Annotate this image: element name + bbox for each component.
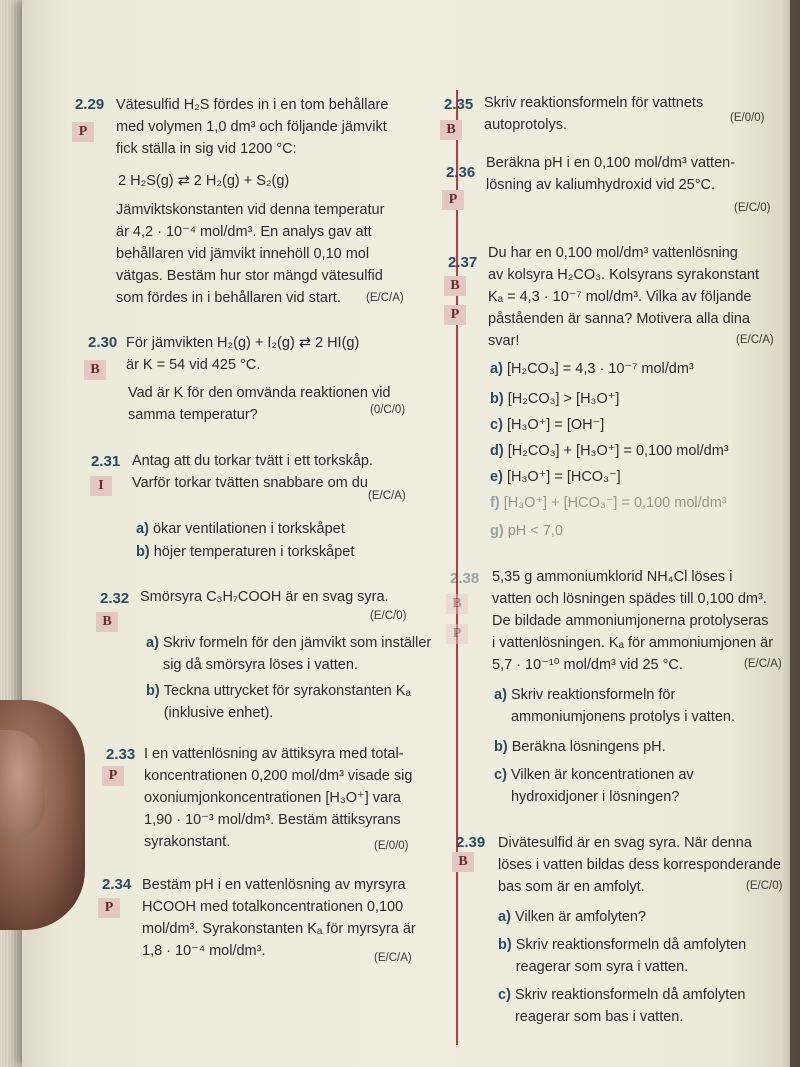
problem-text: Divätesulfid är en svag syra. När denna löses i vatten bildas dess korresponderande bas som är en amfolyt. [498, 835, 781, 895]
problem-text: Beräkna pH i en 0,100 mol/dm³ vatten- lösning av kaliumhydroxid vid 25°C. [486, 155, 736, 193]
problem-number: 2.34 [102, 876, 132, 893]
equation: 2 H₂S(g) ⇄ 2 H₂(g) + S₂(g) [118, 173, 290, 189]
page-shadow [782, 0, 800, 1067]
difficulty-tag: (E/C/A) [744, 658, 782, 670]
problem-number: 2.38 [450, 570, 480, 587]
problem-text: För jämvikten H₂(g) + I₂(g) ⇄ 2 HI(g) är K = 54 vid 425 °C. [126, 335, 360, 373]
statement-c: c) [H₃O⁺] = [OH⁻] [490, 417, 605, 433]
level-badge-p: P [442, 190, 464, 210]
problem-number: 2.33 [106, 746, 136, 763]
level-badge-b: B [84, 360, 106, 380]
problem-number: 2.39 [456, 834, 486, 851]
sub-question-b: b) Teckna uttrycket för syrakonstanten Kₐ (inklusive enhet). [146, 683, 411, 721]
problem-number: 2.36 [446, 164, 476, 181]
difficulty-tag: (E/C/A) [736, 334, 774, 346]
difficulty-tag: (E/C/0) [370, 610, 407, 622]
sub-question-a: a) ökar ventilationen i torkskåpet [136, 521, 345, 537]
problem-text: Antag att du torkar tvätt i ett torkskåp. Varför torkar tvätten snabbare om du [132, 453, 373, 491]
statement-e: e) [H₃O⁺] = [HCO₃⁻] [490, 469, 621, 485]
statement-b: b) [H₂CO₃] > [H₃O⁺] [490, 391, 620, 407]
problem-text: 5,35 g ammoniumklorid NH₄Cl löses i vatten och lösningen spädes till 0,100 dm³. De bildade ammoniumjonerna protolyseras i vattenlösningen. Kₐ för ammoniumjonen är 5,7 · 10⁻¹⁰ mol/dm³ vid 25 °C. [492, 569, 774, 673]
problem-text-2: Vad är K för den omvända reaktionen vid samma temperatur? [128, 385, 391, 423]
problem-text: Skriv reaktionsformeln för vattnets autoprotolys. [484, 95, 704, 133]
sub-question-c: c) Vilken är koncentrationen av hydroxidjoner i lösningen? [494, 767, 694, 805]
level-badge-b: B [440, 120, 462, 140]
thumbnail [0, 730, 45, 840]
level-badge-b: B [452, 852, 474, 872]
problem-text: I en vattenlösning av ättiksyra med total- koncentrationen 0,200 mol/dm³ visade sig oxoniumjonkoncentrationen [H₃O⁺] vara 1,90 · 10⁻³ mol/dm³. Bestäm ättiksyrans syrakonstant. [144, 746, 413, 850]
level-badge-p: P [444, 305, 466, 325]
column-divider [456, 90, 458, 1045]
level-badge-b: B [96, 612, 118, 632]
difficulty-tag: (E/C/A) [374, 952, 412, 964]
difficulty-tag: (0/C/0) [370, 404, 406, 416]
statement-a: a) [H₂CO₃] = 4,3 · 10⁻⁷ mol/dm³ [490, 361, 694, 377]
textbook-page [22, 0, 790, 1067]
level-badge-b: B [446, 594, 468, 614]
problem-number: 2.31 [91, 453, 121, 470]
statement-d: d) [H₂CO₃] + [H₃O⁺] = 0,100 mol/dm³ [490, 443, 729, 459]
difficulty-tag: (E/C/0) [734, 202, 771, 214]
sub-question-b: b) Beräkna lösningens pH. [494, 739, 666, 755]
level-badge-i: I [90, 476, 112, 496]
sub-question-a: a) Vilken är amfolyten? [498, 909, 647, 925]
difficulty-tag: (E/C/A) [366, 292, 404, 304]
problem-text: Bestäm pH i en vattenlösning av myrsyra HCOOH med totalkoncentrationen 0,100 mol/dm³. Syrakonstanten Kₐ för myrsyra är 1,8 · 10⁻⁴ mol/dm³. [142, 877, 416, 959]
sub-question-a: a) Skriv reaktionsformeln för ammoniumjonens protolys i vatten. [494, 687, 735, 725]
level-badge-p: P [72, 122, 94, 142]
problem-text: Du har en 0,100 mol/dm³ vattenlösning av kolsyra H₂CO₃. Kolsyrans syrakonstant Kₐ = 4,3 · 10⁻⁷ mol/dm³. Vilka av följande påståenden är sanna? Motivera alla dina svar! [488, 245, 760, 349]
problem-number: 2.37 [448, 254, 478, 271]
level-badge-p: P [102, 766, 124, 786]
statement-g: g) pH < 7,0 [490, 523, 563, 539]
problem-text-2: Jämviktskonstanten vid denna temperatur är 4,2 · 10⁻⁴ mol/dm³. En analys gav att behållaren vid jämvikt innehöll 0,10 mol vätgas. Bestäm hur stor mängd vätesulfid som fördes in i behållaren vid start. [116, 202, 385, 306]
problem-number: 2.32 [100, 590, 130, 607]
problem-number: 2.29 [75, 96, 105, 113]
level-badge-p: P [446, 624, 468, 644]
statement-f: f) [H₃O⁺] + [HCO₃⁻] = 0,100 mol/dm³ [490, 495, 727, 511]
problem-number: 2.35 [444, 96, 474, 113]
problem-text: Vätesulfid H₂S fördes in i en tom behållare med volymen 1,0 dm³ och följande jämvikt fick ställa in sig vid 1200 °C: [116, 97, 389, 157]
problem-text: Smörsyra C₃H₇COOH är en svag syra. [140, 589, 389, 605]
difficulty-tag: (E/C/A) [368, 490, 406, 502]
level-badge-b: B [444, 276, 466, 296]
difficulty-tag: (E/C/0) [746, 880, 783, 892]
sub-question-a: a) Skriv formeln för den jämvikt som inställer sig då smörsyra löses i vatten. [146, 635, 432, 673]
sub-question-b: b) Skriv reaktionsformeln då amfolyten reagerar som syra i vatten. [498, 937, 747, 975]
sub-question-b: b) höjer temperaturen i torkskåpet [136, 544, 355, 560]
difficulty-tag: (E/0/0) [374, 840, 409, 852]
problem-number: 2.30 [88, 334, 118, 351]
sub-question-c: c) Skriv reaktionsformeln då amfolyten reagerar som bas i vatten. [498, 987, 746, 1025]
difficulty-tag: (E/0/0) [730, 112, 765, 124]
level-badge-p: P [98, 898, 120, 918]
